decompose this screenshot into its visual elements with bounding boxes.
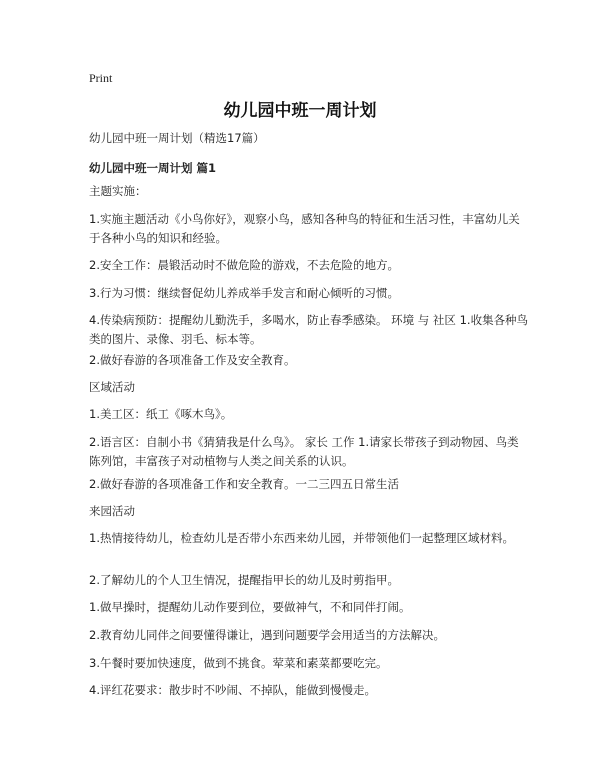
paragraph-spring-trip: 2.做好春游的各项准备工作及安全教育。 — [89, 353, 296, 367]
paragraph-spring-trip-safety: 2.做好春游的各项准备工作和安全教育。一二三四五日常生活 — [89, 477, 399, 491]
paragraph-welcome-children: 1.热情接待幼儿，检查幼儿是否带小东西来幼儿园，并带领他们一起整理区域材料。 — [89, 531, 514, 545]
section-heading: 幼儿园中班一周计划 篇1 — [89, 161, 217, 175]
paragraph-morning-exercise: 1.做早操时，提醒幼儿动作要到位，要做神气，不和同伴打闹。 — [89, 600, 411, 614]
paragraph-art-area: 1.美工区：纸工《啄木鸟》。 — [89, 407, 233, 421]
print-link[interactable]: Print — [89, 71, 113, 85]
paragraph-lunch: 3.午餐时要加快速度，做到不挑食。荤菜和素菜都要吃完。 — [89, 656, 388, 670]
paragraph-language-area: 2.语言区：自制小书《猜猜我是什么鸟》。 家长 工作 1.请家长带孩子到动物园、鸟类陈列馆，丰富孩子对动植物与人类之间关系的认识。 — [89, 435, 519, 468]
document-subtitle: 幼儿园中班一周计划（精选17篇） — [89, 131, 265, 145]
paragraph-hygiene: 2.了解幼儿的个人卫生情况，提醒指甲长的幼儿及时剪指甲。 — [89, 573, 399, 587]
paragraph-disease-prevention: 4.传染病预防：提醒幼儿勤洗手，多喝水，防止春季感染。 环境 与 社区 1.收集各种鸟类的图片、录像、羽毛、标本等。 — [89, 313, 529, 346]
paragraph-safety: 2.安全工作：晨锻活动时不做危险的游戏，不去危险的地方。 — [89, 258, 399, 272]
heading-area-activities: 区域活动 — [89, 380, 135, 394]
paragraph-red-flower: 4.评红花要求：散步时不吵闹、不掉队，能做到慢慢走。 — [89, 683, 376, 697]
paragraph-habits: 3.行为习惯：继续督促幼儿养成举手发言和耐心倾听的习惯。 — [89, 286, 399, 300]
paragraph-theme-activity: 1.实施主题活动《小鸟你好》，观察小鸟，感知各种鸟的特征和生活习性，丰富幼儿关于各种小鸟的知识和经验。 — [89, 212, 520, 245]
paragraph-topic-implementation: 主题实施： — [89, 184, 147, 198]
page-title: 幼儿园中班一周计划 — [223, 101, 377, 121]
paragraph-peer-manners: 2.教育幼儿同伴之间要懂得谦让，遇到问题要学会用适当的方法解决。 — [89, 628, 445, 642]
heading-arrival-activities: 来园活动 — [89, 504, 135, 518]
